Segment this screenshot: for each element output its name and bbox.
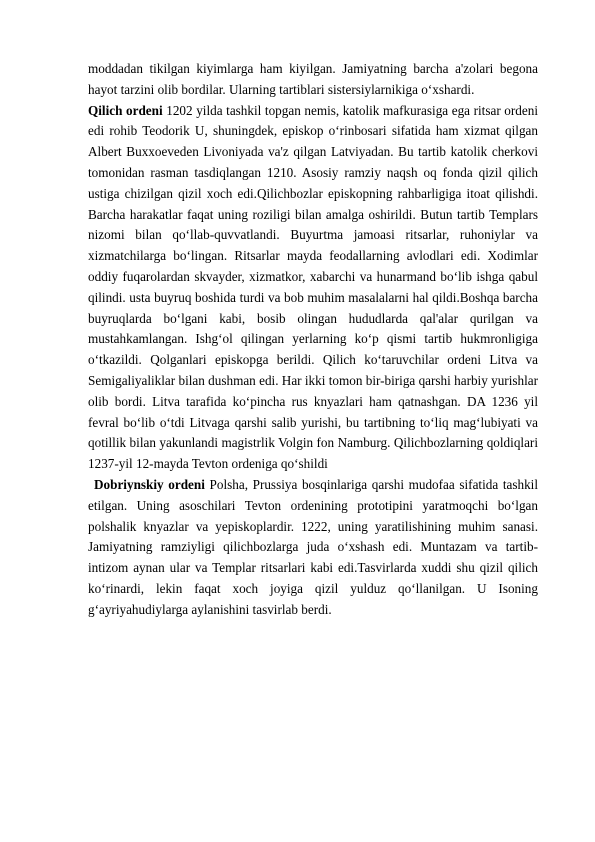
qilich-ordeni-text: 1202 yilda tashkil topgan nemis, katolik mafkurasiga ega ritsar ordeni edi rohib Teodorik U, shuningdek, episkop o‘rinbosari sifatida ham xizmat qilgan Albert Buxxoeveden Livoniyada va'z qilgan Latviyadan. Bu tartib katolik cherkovi tomonidan rasman tasdiqlangan 1210. Asosiy ramziy naqsh oq fonda qizil qilich ustiga chizilgan qizil xoch edi.Qilichbozlar episkopning rahbarligiga itoat qilishdi. Barcha harakatlar faqat uning roziligi bilan amalga oshirildi. Butun tartib Templars nizomi bilan qo‘llab-quvvatlandi. Buyurtma jamoasi ritsarlar, ruhoniylar va xizmatchilarga bo‘lingan. Ritsarlar mayda feodallarning avlodlari edi. Xodimlar oddiy fuqarolardan skvayder, xizmatkor, xabarchi va hunarmand bo‘lib ishga qabul qilindi. usta buyruq boshida turdi va bob muhim masalalarni hal qildi.Boshqa barcha buyruqlarda bo‘lgani kabi, bosib olingan hududlarda qal'alar qurilgan va mustahkamlangan. Ishg‘ol qilingan yerlarning ko‘p qismi tartib hukmronligiga o‘tkazildi. Qolganlari episkopga berildi. Qilich ko‘taruvchilar ordeni Litva va Semigaliyaliklar bilan dushman edi. Har ikki tomon bir-biriga qarshi harbiy yurishlar olib bordi. Litva tarafida ko‘pincha rus knyazlari ham qatnashgan. DA 1236 yil fevral bo‘lib o‘tdi Litvaga qarshi salib yurishi, bu tartibning to‘liq mag‘lubiyati va qotillik bilan yakunlandi magistrlik Volgin fon Namburg. Qilichbozlarning qoldiqlari 1237-yil 12-mayda Tevton ordeniga qo‘shildi: [88, 102, 538, 472]
dobriynskiy-ordeni-text: Polsha, Prussiya bosqinlariga qarshi mudofaa sifatida tashkil etilgan. Uning asoschilari Tevton ordenining prototipini yaratmoqchi bo‘lgan polshalik knyazlar va yepiskoplardir. 1222, uning yaratilishining muhim sanasi. Jamiyatning ramziyligi qilichbozlarga juda o‘xshash edi. Muntazam va tartib-intizom aynan ular va Templar ritsarlari kabi edi.Tasvirlarda xuddi shu qizil qilich ko‘rinardi, lekin faqat xoch joyiga qizil yulduz qo‘llanilgan. U Isoning g‘ayriyahudiylarga aylanishini tasvirlab berdi.: [88, 476, 538, 617]
document-page: [88, 59, 538, 621]
paragraph-intro: [88, 59, 538, 101]
paragraph-qilich-ordeni: [88, 101, 538, 475]
paragraph-dobriynskiy-ordeni: [88, 475, 538, 621]
dobriynskiy-ordeni-heading: Dobriynskiy ordeni: [94, 476, 205, 492]
paragraph-intro-text: moddadan tikilgan kiyimlarga ham kiyilgan. Jamiyatning barcha a'zolari begona hayot tarzini olib bordilar. Ularning tartiblari sistersiylarnikiga o‘xshardi.: [88, 61, 538, 97]
qilich-ordeni-heading: Qilich ordeni: [88, 102, 163, 118]
